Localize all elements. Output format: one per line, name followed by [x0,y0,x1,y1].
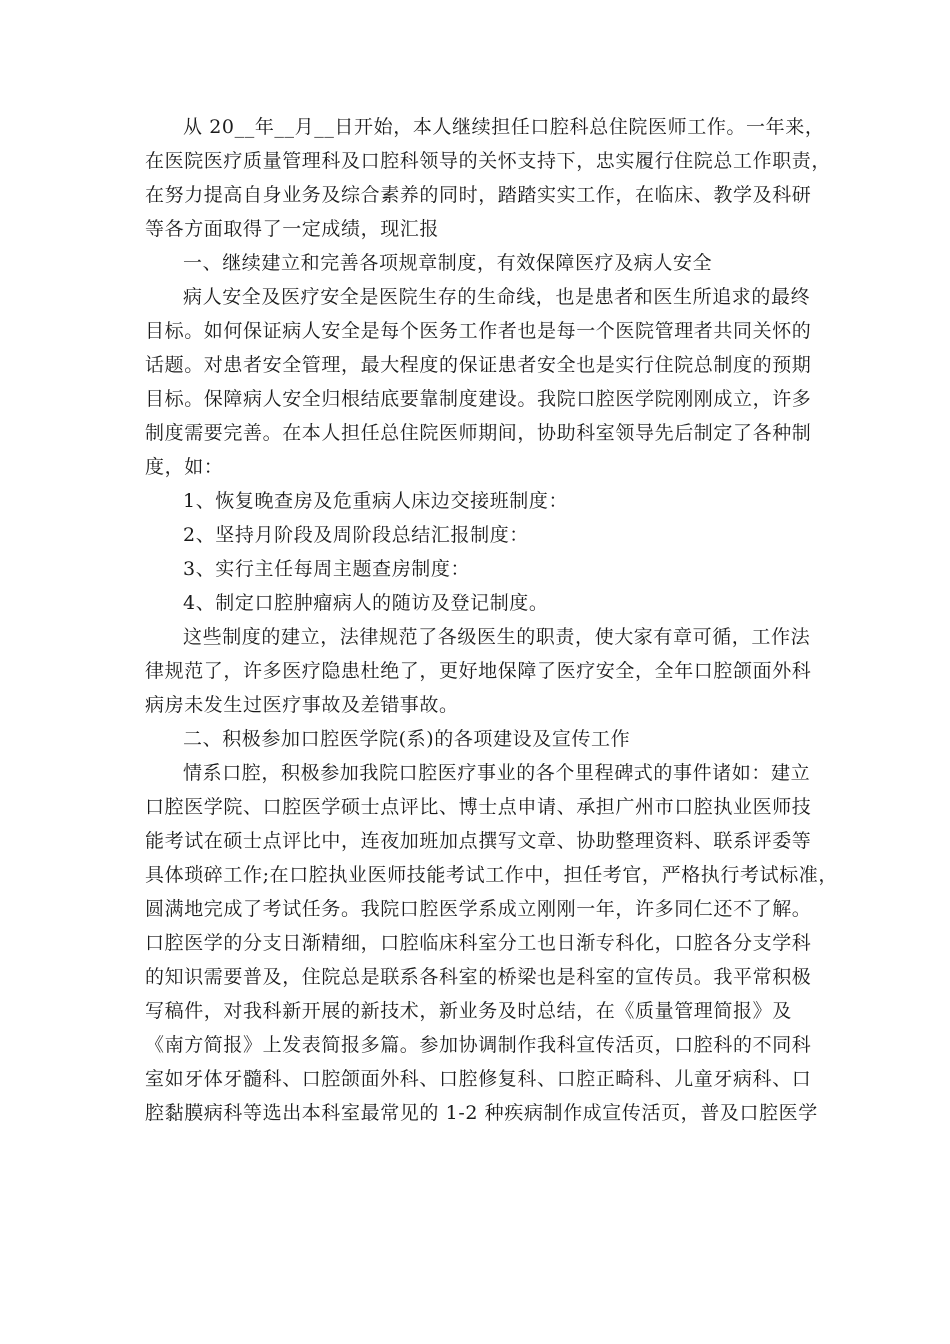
text-line: 能考试在硕士点评比中，连夜加班加点撰写文章、协助整理资料、联系评委等 [145,830,812,852]
text-line: 等各方面取得了一定成绩，现汇报 [145,218,440,240]
text-line: 情系口腔，积极参加我院口腔医疗事业的各个里程碑式的事件诸如：建立 [183,762,811,784]
text-line: 《南方简报》上发表简报多篇。参加协调制作我科宣传活页，口腔科的不同科 [145,1034,812,1056]
text-line: 律规范了，许多医疗隐患杜绝了，更好地保障了医疗安全，全年口腔颌面外科 [145,660,812,682]
text-line: 室如牙体牙髓科、口腔颌面外科、口腔修复科、口腔正畸科、儿童牙病科、口 [145,1068,812,1090]
text-line: 具体琐碎工作;在口腔执业医师技能考试工作中，担任考官，严格执行考试标准， [145,864,839,886]
text-line: 圆满地完成了考试任务。我院口腔医学系成立刚刚一年，许多同仁还不了解。 [145,898,812,920]
text-line: 二、积极参加口腔医学院(系)的各项建设及宣传工作 [183,728,631,750]
text-line: 在努力提高自身业务及综合素养的同时，踏踏实实工作，在临床、教学及科研 [145,184,812,206]
document-body [145,110,839,1130]
text-line: 病人安全及医疗安全是医院生存的生命线，也是患者和医生所追求的最终 [183,286,811,308]
text-line: 2、坚持月阶段及周阶段总结汇报制度： [183,524,529,546]
text-line: 在医院医疗质量管理科及口腔科领导的关怀支持下，忠实履行住院总工作职责， [145,150,832,172]
text-line: 3、实行主任每周主题查房制度： [183,558,471,580]
text-line: 4、制定口腔肿瘤病人的随访及登记制度。 [183,592,549,614]
text-line: 从 20__年__月__日开始，本人继续担任口腔科总住院医师工作。一年来， [183,116,825,138]
text-line: 这些制度的建立，法律规范了各级医生的职责，使大家有章可循，工作法 [183,626,811,648]
text-line: 病房未发生过医疗事故及差错事故。 [145,694,459,716]
text-line: 1、恢复晚查房及危重病人床边交接班制度： [183,490,569,512]
text-line: 的知识需要普及，住院总是联系各科室的桥梁也是科室的宣传员。我平常积极 [145,966,812,988]
text-line: 话题。对患者安全管理，最大程度的保证患者安全也是实行住院总制度的预期 [145,354,812,376]
text-line: 口腔医学院、口腔医学硕士点评比、博士点申请、承担广州市口腔执业医师技 [145,796,812,818]
text-line: 目标。保障病人安全归根结底要靠制度建设。我院口腔医学院刚刚成立，许多 [145,388,812,410]
text-line: 写稿件，对我科新开展的新技术，新业务及时总结，在《质量管理简报》及 [145,1000,792,1022]
text-line: 一、继续建立和完善各项规章制度，有效保障医疗及病人安全 [183,252,713,274]
text-line: 目标。如何保证病人安全是每个医务工作者也是每一个医院管理者共同关怀的 [145,320,812,342]
text-line: 度，如： [145,456,224,478]
text-line: 制度需要完善。在本人担任总住院医师期间，协助科室领导先后制定了各种制 [145,422,812,444]
text-line: 口腔医学的分支日渐精细，口腔临床科室分工也日渐专科化，口腔各分支学科 [145,932,812,954]
text-line: 腔黏膜病科等选出本科室最常见的 1-2 种疾病制作成宣传活页，普及口腔医学 [145,1102,818,1124]
